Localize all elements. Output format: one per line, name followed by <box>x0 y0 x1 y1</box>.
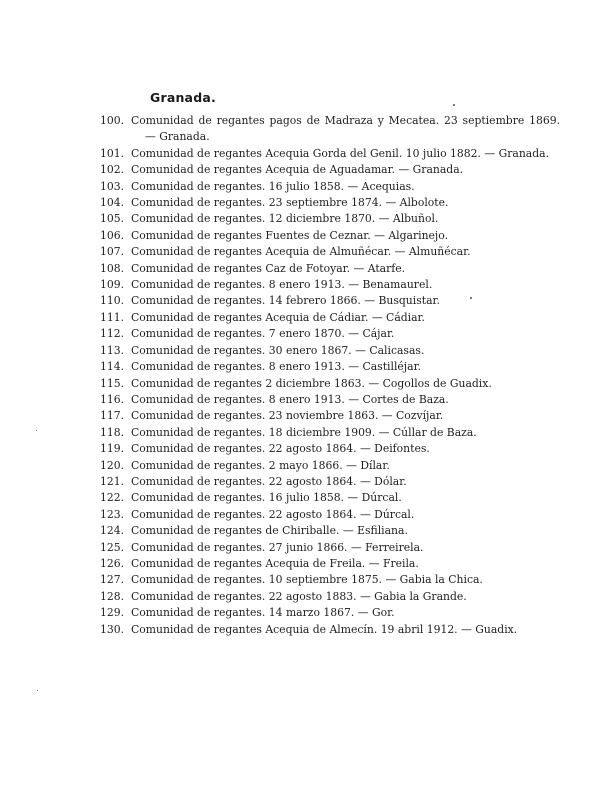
entry-number: 106. <box>100 228 125 242</box>
entry-number: 127. <box>100 573 125 587</box>
entry-number: 101. <box>100 146 125 160</box>
list-item <box>100 458 560 474</box>
entry-number: 123. <box>100 507 125 521</box>
entry-number: 104. <box>100 196 125 210</box>
entry-text: Comunidad de regantes 2 diciembre 1863. — Cogollos de Guadix. <box>131 376 492 390</box>
entry-text: Comunidad de regantes Fuentes de Ceznar. — Algarinejo. <box>131 228 449 242</box>
entry-number: 114. <box>100 360 125 374</box>
entry-text: Comunidad de regantes. 8 enero 1913. — Benamaurel. <box>131 278 433 292</box>
entry-text: Comunidad de regantes pagos de Madraza y Mecatea. 23 septiembre 1869. — Granada. <box>131 114 560 144</box>
list-item <box>100 622 560 638</box>
entry-number: 124. <box>100 524 125 538</box>
entry-text: Comunidad de regantes. 2 mayo 1866. — Dílar. <box>131 458 390 472</box>
list-item <box>100 523 560 539</box>
list-item <box>100 490 560 506</box>
list-item <box>100 392 560 408</box>
entry-number: 108. <box>100 261 125 275</box>
list-item <box>100 195 560 211</box>
list-item <box>100 376 560 392</box>
print-speck <box>470 297 472 299</box>
list-item <box>100 146 560 162</box>
entry-text: Comunidad de regantes. 10 septiembre 1875. — Gabia la Chica. <box>131 573 483 587</box>
list-item <box>100 556 560 572</box>
entry-number: 113. <box>100 343 125 357</box>
entry-number: 105. <box>100 212 125 226</box>
list-item <box>100 441 560 457</box>
entry-text: Comunidad de regantes. 12 diciembre 1870. — Albuñol. <box>131 212 439 226</box>
print-speck <box>37 690 38 691</box>
entry-number: 122. <box>100 491 125 505</box>
entry-number: 126. <box>100 556 125 570</box>
entry-text: Comunidad de regantes. 16 julio 1858. — Acequias. <box>131 179 415 193</box>
list-item <box>100 113 560 146</box>
list-item <box>100 572 560 588</box>
list-item <box>100 605 560 621</box>
list-item <box>100 293 560 309</box>
list-item <box>100 359 560 375</box>
entry-number: 116. <box>100 392 125 406</box>
entry-number: 118. <box>100 425 125 439</box>
entry-number: 117. <box>100 409 125 423</box>
section-heading: Granada. <box>150 90 216 105</box>
entry-number: 103. <box>100 179 125 193</box>
entry-number: 110. <box>100 294 125 308</box>
entry-number: 107. <box>100 245 125 259</box>
entry-text: Comunidad de regantes. 30 enero 1867. — Calicasas. <box>131 343 425 357</box>
entry-text: Comunidad de regantes. 16 julio 1858. — Dúrcal. <box>131 491 402 505</box>
list-item <box>100 228 560 244</box>
list-item <box>100 261 560 277</box>
list-item <box>100 310 560 326</box>
entry-number: 121. <box>100 474 125 488</box>
entry-text: Comunidad de regantes Acequia de Aguadamar. — Granada. <box>131 163 464 177</box>
list-item <box>100 343 560 359</box>
entry-text: Comunidad de regantes Caz de Fotoyar. — Atarfe. <box>131 261 406 275</box>
list-item <box>100 507 560 523</box>
list-item <box>100 589 560 605</box>
entry-number: 109. <box>100 278 125 292</box>
entry-number: 100. <box>100 114 125 127</box>
entry-text: Comunidad de regantes Acequia de Almecín. 19 abril 1912. — Guadix. <box>131 622 518 636</box>
entry-text: Comunidad de regantes. 23 noviembre 1863. — Cozvíjar. <box>131 409 444 423</box>
entry-text: Comunidad de regantes. 22 agosto 1864. — Dólar. <box>131 474 407 488</box>
entry-text: Comunidad de regantes. 18 diciembre 1909. — Cúllar de Baza. <box>131 425 477 439</box>
list-item <box>100 211 560 227</box>
list-item <box>100 425 560 441</box>
entry-number: 111. <box>100 310 125 324</box>
print-speck <box>36 430 37 431</box>
entry-text: Comunidad de regantes. 23 septiembre 1874. — Albolote. <box>131 196 449 210</box>
print-speck <box>453 104 455 106</box>
list-item <box>100 326 560 342</box>
entry-text: Comunidad de regantes. 8 enero 1913. — Cortes de Baza. <box>131 392 449 406</box>
entry-text: Comunidad de regantes Acequia de Cádiar. — Cádiar. <box>131 310 425 324</box>
entry-text: Comunidad de regantes. 22 agosto 1883. — Gabia la Grande. <box>131 589 467 603</box>
list-item <box>100 540 560 556</box>
entry-text: Comunidad de regantes de Chiriballe. — Esfiliana. <box>131 524 408 538</box>
list-item <box>100 244 560 260</box>
list-item <box>100 408 560 424</box>
list-item <box>100 277 560 293</box>
entry-number: 119. <box>100 442 125 456</box>
entry-text: Comunidad de regantes. 22 agosto 1864. — Dúrcal. <box>131 507 415 521</box>
entry-number: 112. <box>100 327 125 341</box>
entry-number: 120. <box>100 458 125 472</box>
entry-text: Comunidad de regantes Acequia de Almuñécar. — Almuñécar. <box>131 245 471 259</box>
entry-number: 129. <box>100 606 125 620</box>
list-item <box>100 179 560 195</box>
entry-number: 115. <box>100 376 125 390</box>
entry-text: Comunidad de regantes. 8 enero 1913. — Castilléjar. <box>131 360 421 374</box>
entry-number: 125. <box>100 540 125 554</box>
entry-number: 128. <box>100 589 125 603</box>
entry-text: Comunidad de regantes Acequia de Freila. — Freila. <box>131 556 419 570</box>
list-item <box>100 162 560 178</box>
entry-text: Comunidad de regantes. 22 agosto 1864. — Deifontes. <box>131 442 430 456</box>
entry-text: Comunidad de regantes. 27 junio 1866. — Ferreirela. <box>131 540 424 554</box>
entry-list <box>100 113 560 638</box>
entry-text: Comunidad de regantes. 14 febrero 1866. — Busquistar. <box>131 294 440 308</box>
entry-text: Comunidad de regantes. 7 enero 1870. — Cájar. <box>131 327 395 341</box>
list-item <box>100 474 560 490</box>
entry-number: 130. <box>100 622 125 636</box>
entry-text: Comunidad de regantes. 14 marzo 1867. — Gor. <box>131 606 395 620</box>
entry-text: Comunidad de regantes Acequia Gorda del Genil. 10 julio 1882. — Granada. <box>131 146 550 160</box>
entry-number: 102. <box>100 163 125 177</box>
